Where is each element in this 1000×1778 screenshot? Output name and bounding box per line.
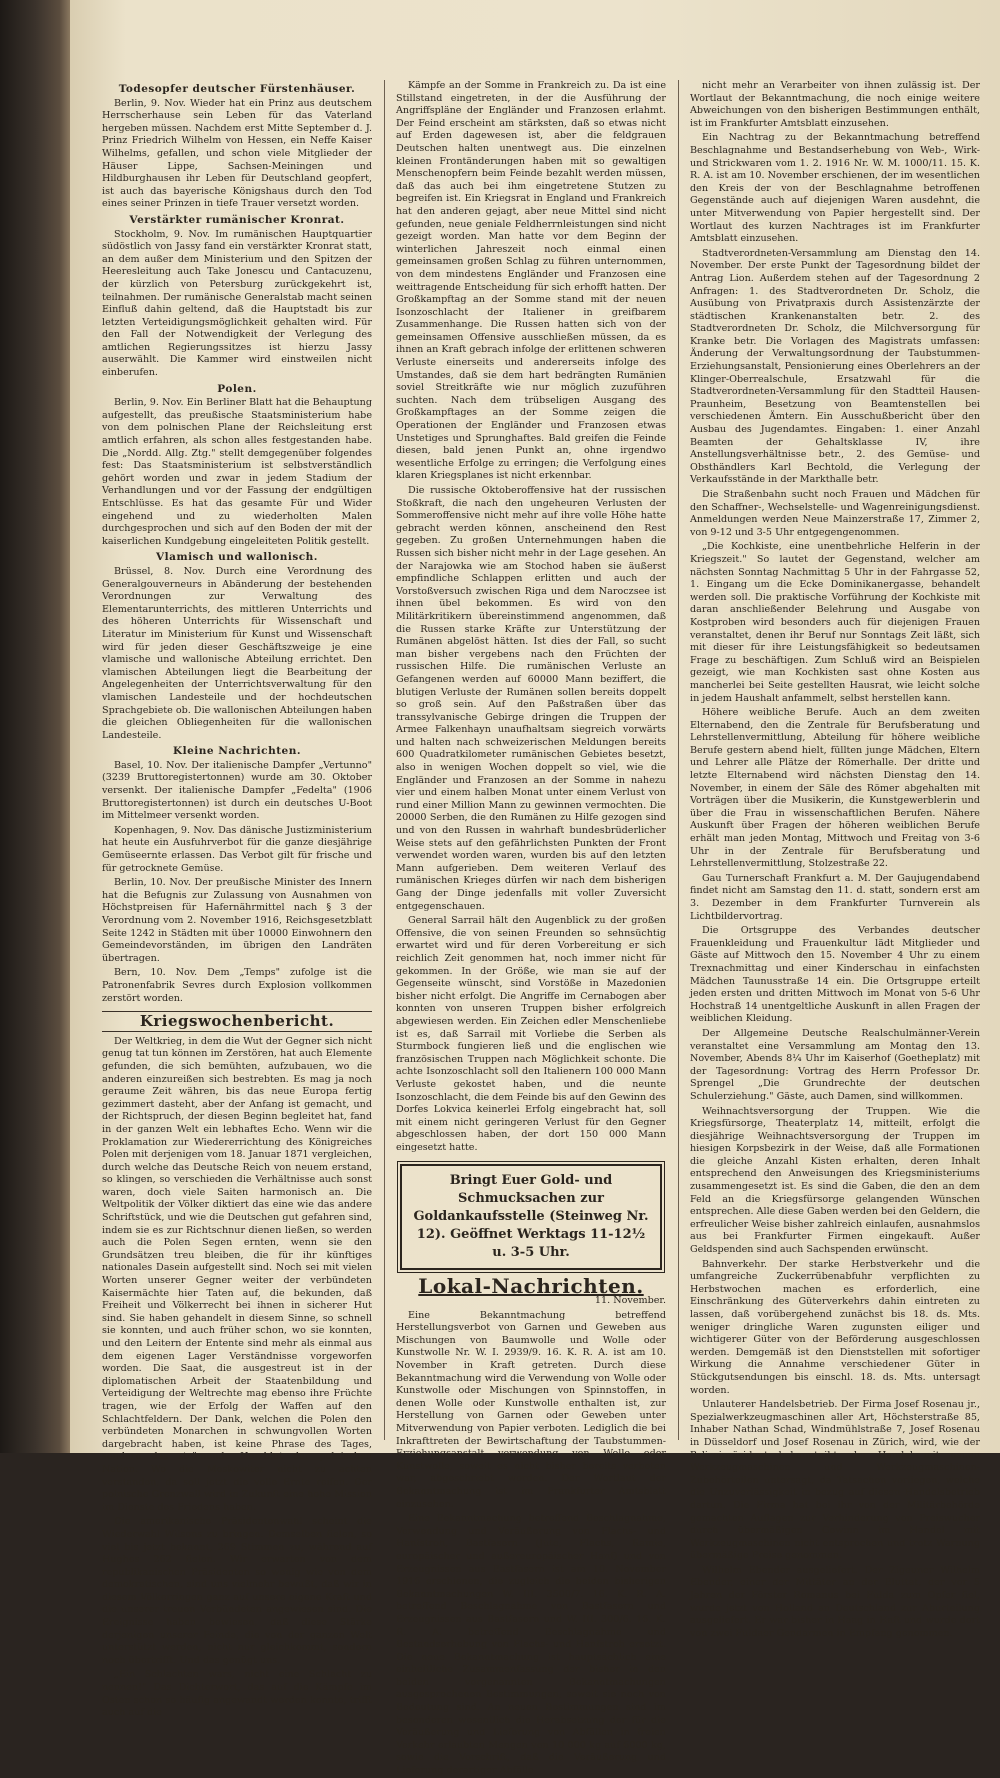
article-realschulmaenner: Der Allgemeine Deutsche Realschulmänner-Verein veranstaltet eine Versammlung am Montag den 13. November, Abends 8¼ Uhr im Kaiserhof (Goetheplatz) mit der Tagesordnung: Vortrag des Herrn Professor Dr. Sprengel „Die Grundrechte der deutschen Schulerziehung." Gäste, auch Damen, sind willkommen.	[690, 1027, 980, 1102]
article-somme: Kämpfe an der Somme in Frankreich zu. Da ist eine Stillstand eingetreten, in der die Ausführung der Angriffspläne der Engländer und Franzosen erlahmt. Der Feind erscheint am stärksten, daß so etwas nicht auf Erden dagewesen ist, aber die feldgrauen Deutschen halten unentwegt aus. Die einzelnen kleinen Frontänderungen haben mit so gewaltigen Menschenopfern beim Feinde bezahlt werden müssen, daß das auch bei ihm eingetretene Stutzen zu begreifen ist. Ein Kriegsrat in England und Frankreich hat den anderen gejagt, aber neue Mittel sind nicht gefunden, neue geniale Feldherrnleistungen sind nicht gezeigt worden. Man hatte vor dem Beginn der winterlichen Jahreszeit noch einmal einen gemeinsamen großen Schlag zu führen unternommen, von dem mindestens Engländer und Franzosen eine weittragende Entscheidung für sich erhofft hatten. Der Großkampftag an der Somme stand mit der neuen Isonzoschlacht der Italiener in greifbarem Zusammenhange. Die Russen hatten sich von der gemeinsamen Offensive ausschließen müssen, da es ihnen an Kraft gebrach infolge der erlittenen schweren Verluste einerseits und andererseits infolge des Umstandes, daß sie dem hart bedrängten Rumänien soviel Streitkräfte wie nur möglich zuzuführen suchten. Nach dem trübseligen Ausgang des Großkampftages an der Somme zeigen die Operationen der Engländer und Franzosen etwas Unstetiges und Sprunghaftes. Bald greifen die Feinde diesen, bald jenen Punkt an, ohne irgendwo wesentliche Erfolge zu erringen; die Verfolgung eines klaren Kriegsplanes ist nicht erkennbar.	[396, 80, 666, 482]
article-handelsbetrieb: Unlauterer Handelsbetrieb. Der Firma Josef Rosenau jr., Spezialwerkzeugmaschinen aller Art, Höchsterstraße 85, Inhaber Nathan Schad, Windmühlstraße 7, Josef Rosenau in Düsseldorf und Josef Rosenau in Zürich, wird, wie der Polizeipräsident bekanntgibt, der Handel mit neuen Werkzeugmaschinen und Werkzeugmaschinen-Zubehörteilen untersagt, da Tatsachen vorliegen, welche die Unzuverlässigkeit in bezug auf diesen Handelsbetrieb dartun. Die Firma hat bei ihr von der Militärbehörde gemachten Auflagen zur Verhinderung von Preiswucher durch übermäßigen Gewinn im Handel mit Werkzeugmaschinen nicht entsprochen und trotz Warnung übermäßige Preise genommen.	[690, 1399, 980, 1562]
article-weihnachtsversorgung: Weihnachtsversorgung der Truppen. Wie die Kriegsfürsorge, Theaterplatz 14, mitteilt, erfolgt die diesjährige Weihnachtsversorgung der Truppen im hiesigen Korpsbezirk in der Weise, daß alle Formationen die gleiche Anzahl Kisten erhalten, deren Inhalt entsprechend den Anweisungen des Kriegsministeriums zusammengesetzt ist. Es sind die Gaben, die den an dem Feld an die Kriegsfürsorge gelangenden Wünschen entsprechen. Alle diese Gaben werden bei den Geldern, die erfreulicher Weise bisher zahlreich einlaufen, ausnahmslos aus bei Frankfurter Firmen eingekauft. Außer Geldspenden sind auch Sachspenden erwünscht.	[690, 1105, 980, 1256]
article-kochkiste: „Die Kochkiste, eine unentbehrliche Helferin in der Kriegszeit." So lautet der Gegenstand, welcher am nächsten Sonntag Nachmittag 5 Uhr in der Fahrgasse 52, 1. Eingang um die Ecke Dominikanergasse, behandelt werden soll. Die praktische Vorführung der Kochkiste mit daran anschließender Belehrung und Ausgabe von Kostproben wird besonders auch für diejenigen Frauen veranstaltet, denen ihr Beruf nur Sonntags Zeit läßt, sich mit dieser für ihre Leistungsfähigkeit so bedeutsamen Frage zu beschäftigen. Zum Schluß wird an Beispielen gezeigt, wie man Kochkisten sast ohne Kosten aus mancherlei bei Seite gestellten Hausrat, wie leicht solche in jedem Haushalt anfammelt, selbst herstellen kann.	[690, 541, 980, 704]
article-turnerschaft: Gau Turnerschaft Frankfurt a. M. Der Gaujugendabend findet nicht am Samstag den 11. d. statt, sondern erst am 3. Dezember in dem Frankfurter Turnverein als Lichtbildervortrag.	[690, 872, 980, 922]
heading-vlamisch: Vlamisch und wallonisch.	[156, 551, 318, 564]
article-kopenhagen: Kopenhagen, 9. Nov. Das dänische Justizministerium hat heute ein Ausfuhrverbot für die ganze diesjährige Gemüseernte erlassen. Das Verbot gilt für frische und für getrocknete Gemüse.	[102, 824, 372, 874]
article-ebender: Wilhelm Ebender ausgeliefert. Der Zigeuner Wilhelm Ebender, einer der Mittäter an der Bluttat, der vor 5 Jahren der Förster Romanus bei Fulda zum Opfer fiel, wurde jetzt von Holland an Deutschland zur Aburteilung ausgeliefert. Er war bisher in Haag in Haft und wurde dort von zwei Fuldaer Gendarmen in Empfang genommen.	[690, 1564, 980, 1639]
article-stadtverordneten: Stadtverordneten-Versammlung am Dienstag den 14. November. Der erste Punkt der Tagesordnung bildet der Antrag Lion. Außerdem stehen auf der Tagesordnung 2 Anfragen: 1. des Stadtverordneten Dr. Scholz, die Ausübung von Privatpraxis durch Assistenzärzte der städtischen Krankenanstalten betr. 2. des Stadtverordneten Dr. Scholz, die Milchversorgung für Kranke betr. Die Vorlagen des Magistrats umfassen: Änderung der Verwaltungsordnung der Taubstummen-Erziehungsanstalt, Pensionierung eines Oberlehrers an der Klinger-Oberrealschule, Ersatzwahl für die Stadtverordneten-Versammlung für den Stadtteil Hausen-Praunheim, Besetzung von Beamtenstellen bei verschiedenen Ämtern. Ein Ausschußbericht über den Ausbau des Jugendamtes. Eingaben: 1. einer Anzahl Beamten der Gehaltsklasse IV, ihre Anstellungsverhältnisse betr., 2. des Gemüse- und Obsthändlers Karl Bechtold, die Verlegung der Verkaufsstände in der Markthalle betr.	[690, 247, 980, 486]
article-polen: Berlin, 9. Nov. Ein Berliner Blatt hat die Behauptung aufgestellt, das preußische Staatsministerium habe von dem polnischen Plane der Reichsleitung erst amtlich erfahren, als schon alles festgestanden habe. Die „Nordd. Allg. Ztg." stellt demgegenüber folgendes fest: Das Staatsministerium ist selbstverständlich gehört worden und zwar in jedem Stadium der Verhandlungen und vor der Fassung der endgültigen Entschlüsse. Es hat das gesamte Für und Wider eingehend und zu wiederholten Malen durchgesprochen und sich auf den Boden der mit der kaiserlichen Kundgebung eingeleiteten Politik gestellt.	[102, 397, 372, 547]
article-vlamisch: Brüssel, 8. Nov. Durch eine Verordnung des Generalgouverneurs in Abänderung der bestehenden Verordnungen zur Verwaltung des Elementarunterrichts, des mittleren Unterrichts und des höheren Unterrichts für Wissenschaft und Literatur im Ministerium für Kunst und Wissenschaft wird für jeden dieser Geschäftszweige je eine vlamische und wallonische Abteilung errichtet. Den vlamischen Abteilungen liegt die Bearbeitung der Angelegenheiten der Unterrichtsverwaltung für den vlamischen Landesteile und der hochdeutschen Sprachgebiete ob. Die wallonischen Abteilungen haben die gleichen Obliegenheiten für die wallonischen Landesteile.	[102, 565, 372, 741]
article-krieg-2: Die amerikanische Präsidentenwahl scheint die Wiederwahl Wilsons zu bringen. Demselben fielen, so viel bis jetzt bekannt, 269 Stimmen zu, während auf Hughes 262 fielen. Wir erwarten von dem republikanischen Präsidenten so wenig wie von dem demokratischen, sind uns vielmehr bewußt, daß wir in diesem Völkerringen ganz auf unsere eigene Kraft und die unserer treuen Verbündeten angewiesen sind. Die Ereignisse haben bewiesen, daß diese Stärke derjenigen unserer Feinde, die von der ganzen Welt unterstützt werden, nicht nur gleichkommt, sondern noch übertrifft. Und das genügt uns.	[102, 1516, 372, 1666]
article-krieg-3: „Ein Schlachten wars, nicht eine Schlacht zu nennen!" Das Dichterwort, das auf die Kämpfe im Osten schon so häufig angewandt werden konnte, trifft auch auf die	[102, 1669, 372, 1719]
article-bastfasern: Eine Bekanntmachung betreffend Beschlagnahme, Verwendung und Veräußerung von Flachs- und Hanfstroh, Bastfasern (Jute, Flachs, Ramie, europäischer und außereuropäischer Hanf) und von Erzeugnissen aus Bastfasern ist am 10. November 1916 erschienen, die zugleich die beiden bisherigen Bekanntmachungen W. III. 3500/7. 16. K. R. A. betreffend Beschlagnahme von Bastfasern und Erzeugnissen aus Bastfasern und W. III. 300/6. 16. K. R. A. betreffend Beschlagnahme und Bestandserhebung von Flachs- und Hanfstroh ersetzt. Die neue Bekanntmachung ist hauptsächlich eine einheitliche Zusammenfassung der bisher in den beiden vorgenannten Bekanntmachungen ausgesprochenen Bestimmungen, soweit sie noch von Bedeutung sind. An neuen Bestimmungen sind im besonderen wesentlich die Herabsetzung der für die Veräußerung und Lieferung von Abfällen in freien Verkehr erlaubten Mengen von 10 000 kg auf 6000 kg, sowie die Vorschrift, daß die Veräußerung und Lieferung derartiger Abfälle	[396, 1513, 666, 1777]
lokal-date: 11. November.	[594, 1295, 666, 1307]
heading-kriegswochenbericht: Kriegswochenbericht.	[102, 1011, 372, 1032]
column-rule	[678, 80, 679, 1440]
heading-lokal-nachrichten: Lokal-Nachrichten.	[418, 1274, 644, 1299]
book-binding	[0, 0, 70, 1453]
heading-polen: Polen.	[217, 382, 257, 395]
article-sarrail: General Sarrail hält den Augenblick zu der großen Offensive, die von seinen Freunden so sehnsüchtig erwartet wird und für deren Vorbereitung er sich reichlich Zeit genommen hat, noch immer nicht für gekommen. In der Größe, wie man sie auf der Gegenseite wünscht, sind Vorstöße in Mazedonien bisher nicht erfolgt. Die Angriffe im Cernabogen aber konnten von unseren Truppen bisher erfolgreich abgewiesen werden. Ein Zeichen edler Menschenliebe ist es, daß Sarrail mit Vorliebe die Serben als Sturmbock fungieren ließ und die englischen wie französischen Truppen nach Möglichkeit schonte. Die achte Isonzoschlacht soll den Italienern 100 000 Mann Verluste gekostet haben, und die neunte Isonzoschlacht, die dem Feinde bis auf den Gewinn des Dorfes Lokvica keinerlei Erfolg eingebracht hat, soll mit einem nicht geringeren Verlust für den Gegner abgeschlossen haben, der dort 150 000 Mann eingesetzt hatte.	[396, 915, 666, 1153]
article-herstellungsverbot: Eine Bekanntmachung betreffend Herstellungsverbot von Garnen und Geweben aus Mischungen von Baumwolle und Wolle oder Kunstwolle Nr. W. I. 2939/9. 16. K. R. A. ist am 10. November in Kraft getreten. Durch diese Bekanntmachung wird die Verwendung von Wolle oder Kunstwolle oder Mischungen von Spinnstoffen, in denen Wolle oder Kunstwolle enthalten ist, zur Herstellung von Garnen oder Geweben unter Mitverwendung von Papier verboten. Lediglich die bei Inkrafttreten der Bewirtschaftung der Taubstummen-Erziehungsanstalt verwendung von Wolle oder Kunstwolle, soweit es nicht bisher bereits verboten war, abgeschriebt worden. Der Wortlaut der Bekanntmachung ist im Frankfurter Amtsblatt einzusehen.	[396, 1309, 666, 1510]
gold-advertisement: Bringt Euer Gold- und Schmucksachen zur Goldankaufsstelle (Steinweg Nr. 12). Geöffnet Werktags 11-12½ u. 3-5 Uhr.	[400, 1164, 662, 1270]
column-rule	[384, 80, 385, 1440]
heading-kleine-nachrichten: Kleine Nachrichten.	[172, 745, 302, 758]
article-bahnverkehr: Bahnverkehr. Der starke Herbstverkehr und die umfangreiche Zuckerrübenabfuhr verpflichten zu Herbstwochen machen es erforderlich, eine Einschränkung des Güterverkehrs dahin eintreten zu lassen, daß vorübergehend zunächst bis 18. ds. Mts. weniger dringliche Waren zugunsten eiliger und wichtigerer Güter von der Beförderung ausgeschlossen werden. Demgemäß ist den Dienststellen mit sofortiger Wirkung die Annahme verschiedener Güter in Stückgutsendungen bis einschl. 18. ds. Mts. untersagt worden.	[690, 1258, 980, 1396]
article-russen: Die russische Oktoberoffensive hat der russischen Stoßkraft, die nach den ungeheuren Verlusten der Sommeroffensive nicht mehr auf ihre volle Höhe hatte gebracht werden können, anscheinend den Rest gegeben. Zu großen Unternehmungen haben die Russen sich bisher nicht mehr in der Lage gesehen. An der Narajowka wie am Stochod haben sie äußerst empfindliche Schlappen erlitten und auch der Vorstoßversuch zwischen Riga und dem Naroczsee ist ihnen übel bekommen. Es wird von den Militärkritikern übereinstimmend angenommen, daß die Russen starke Kräfte zur Unterstützung der Rumänen abgelöst hätten. Ist dies der Fall, so sucht man bisher vergebens nach den Früchten der russischen Hilfe. Die rumänischen Verluste an Gefangenen werden auf 60000 Mann beziffert, die blutigen Verluste der Rumänen sollen bereits doppelt so groß sein. Auf den Paßstraßen über das transsylvanische Gebirge dringen die Truppen der Armee Falkenhayn unaufhaltsam siegreich vorwärts und halten nach schweizerischen Meldungen bereits 600 Quadratkilometer rumänischen Gebietes besetzt, also in wenigen Wochen doppelt so viel, wie die Engländer und Franzosen an der Somme in nahezu vier und einem halben Monat unter einem Verlust von rund einer Million Mann zu gewinnen vermochten. Die 20000 Serben, die den Rumänen zu Hilfe gezogen sind und von den Russen in wahrhaft bundesbrüderlicher Weise stets auf den gefährlichsten Punkten der Front verwendet worden waren, wurden bis auf den letzten Mann aufgerieben. Dem weiteren Verlauf des rumänischen Krieges dürfen wir nach dem bisherigen Gang der Dinge jedenfalls mit voller Zuversicht entgegenschauen.	[396, 485, 666, 912]
article-nachtrag: Ein Nachtrag zu der Bekanntmachung betreffend Beschlagnahme und Bestandserhebung von Web-, Wirk- und Strickwaren vom 1. 2. 1916 Nr. W. M. 1000/11. 15. K. R. A. ist am 10. November erschienen, der im wesentlichen den Kreis der von der Beschlagnahme betroffenen Gegenstände auch auf diejenigen Waren ausdehnt, die unter Mitverwendung von Papier hergestellt sind. Der Wortlaut des kurzen Nachtrages ist im Frankfurter Amtsblatt einzusehen.	[690, 132, 980, 245]
article-bern: Bern, 10. Nov. Dem „Temps" zufolge ist die Patronenfabrik Sevres durch Explosion vollkommen zerstört worden.	[102, 967, 372, 1004]
article-weibliche-berufe: Höhere weibliche Berufe. Auch an dem zweiten Elternabend, den die Zentrale für Berufsberatung und Lehrstellenvermittlung, Abteilung für höhere weibliche Berufe gestern abend hielt, füllten junge Mädchen, Eltern und Lehrer alle Plätze der Römerhalle. Der dritte und letzte Elternabend wird nächsten Dienstag den 14. November, in einem der Säle des Römer abgehalten mit Vorträgen über die Musikerin, die Kunstgewerblerin und über die Frau in wissenschaftlichen Berufen. Nähere Auskunft über Fragen der höheren weiblichen Berufe erhält man jeden Montag, Mittwoch und Freitag von 3-6 Uhr in der Zentrale für Berufsberatung und Lehrstellenvermittlung, Stolzestraße 22.	[690, 707, 980, 870]
column-3	[690, 80, 980, 1639]
heading-todesopfer: Todesopfer deutscher Fürstenhäuser.	[118, 83, 356, 95]
newspaper-page	[70, 0, 1000, 1777]
column-2	[396, 80, 666, 1777]
article-todesopfer: Berlin, 9. Nov. Wieder hat ein Prinz aus deutschem Herrscherhause sein Leben für das Vaterland hergeben müssen. Nachdem erst Mitte September d. J. Prinz Friedrich Wilhelm von Hessen, ein Neffe Kaiser Wilhelms, gefallen, und schon viele Mitglieder der Häuser Lippe, Sachsen-Meiningen und Hildburghausen ihr Leben für Deutschland geopfert, ist auch das bayerische Königshaus durch den Tod eines seiner Prinzen in tiefe Trauer versetzt worden.	[102, 97, 372, 210]
article-kronrat: Stockholm, 9. Nov. Im rumänischen Hauptquartier südöstlich von Jassy fand ein verstärkter Kronrat statt, an dem außer dem Ministerium und den Spitzen der Heeresleitung auch Take Jonescu und Cantacuzenu, der kürzlich von Petersburg zurückgekehrt ist, teilnahmen. Der rumänische Generalstab macht seinen Einfluß dahin geltend, daß die Hauptstadt bis zur letzten Verteidigungsmöglichkeit gehalten wird. Für den Fall der Notwendigkeit der Verlegung des amtlichen Regierungssitzes ist hierzu Jassy auserwählt. Die Kammer wird einstweilen nicht einberufen.	[102, 228, 372, 379]
heading-kronrat: Verstärkter rumänischer Kronrat.	[129, 213, 345, 226]
article-frauenkleidung: Die Ortsgruppe des Verbandes deutscher Frauenkleidung und Frauenkultur lädt Mitglieder und Gäste auf Mittwoch den 15. November 4 Uhr zu einem Trexnachmittag und einer Kinderschau in einfachsten Mädchen Taunusstraße 14 ein. Die Ortsgruppe erteilt jeden ersten und dritten Mittwoch im Monat von 5-6 Uhr Hochstraß 14 unentgeltliche Auskunft in allen Fragen der weiblichen Kleidung.	[690, 925, 980, 1025]
article-berlin-minister: Berlin, 10. Nov. Der preußische Minister des Innern hat die Befugnis zur Zulassung von Ausnahmen von Höchstpreisen für Hafernährmittel nach § 3 der Verordnung vom 2. November 1916, Reichsgesetzblatt Seite 1242 in Städten mit über 10000 Einwohnern den Gemeindevorständen, im übrigen den Landräten übertragen.	[102, 877, 372, 964]
column-1	[102, 80, 372, 1719]
article-krieg-1: Der Weltkrieg, in dem die Wut der Gegner sich nicht genug tat tun können im Zerstören, hat auch Elemente gefunden, die sich bemühten, aufzubauen, wo die anderen einzureißen sich bestrebten. Es mag ja noch geraume Zeit währen, bis das neue Europa fertig gezimmert dasteht, aber der Anfang ist gemacht, und der Richtspruch, der diesen Beginn begleitet hat, fand in der ganzen Welt ein lebhaftes Echo. Wenn wir die Proklamation zur Wiedererrichtung des Königreiches Polen mit derjenigen vom 18. Januar 1871 vergleichen, durch welche das Deutsche Reich von neuem erstand, so klingen, so verschieden die Verhältnisse auch sonst waren, doch viele Saiten harmonisch an. Die Weltpolitik der Völker diktiert das eine wie das andere Schriftstück, und wie die Deutschen gut gefahren sind, indem sie es zur Richtschnur dienen ließen, so werden auch die Polen Segen ernten, wenn sie den Grundsätzen treu bleiben, die für ihr künftiges nationales Dasein aufgestellt sind. Noch sei mit vielen Worten unserer Gegner weiter der verbündeten Kaisermächte hier Taten auf, die bekunden, daß Freiheit und Völkerrecht bei ihnen in sicherer Hut sind. Sie haben gehandelt in diesem Sinne, so schnell sie konnten, und auch früher schon, wo sie konnten, und den Leitern der Entente sind mehr als einmal aus dem eigenen Lager Verständnisse vorgeworfen worden. Die Saat, die ausgestreut ist in der diplomatischen Arbeit der Staatenbildung und Verteidigung der Weltrechte mag ebenso ihre Früchte tragen, wie der Erfolg der Waffen auf den Schlachtfeldern. Der Dank, welchen die Polen den verbündeten Monarchen in schwungvollen Worten dargebracht haben, ist keine Phrase des Tages, sondern das strömende Herzblut der polnischen Nation. Wo die Moskowiter nicht zu achten verstanden, da soll jetzt die volle Ernte reifen. Der polnische Grenzwall wird in Zukunft eine hohe Mission im Dienste des Friedens haben.	[102, 1035, 372, 1513]
article-basel: Basel, 10. Nov. Der italienische Dampfer „Vertunno" (3239 Bruttoregistertonnen) wurde am 30. Oktober versenkt. Der italienische Dampfer „Fedelta" (1906 Bruttoregistertonnen) ist durch ein deutsches U-Boot im Mittelmeer versenkt worden.	[102, 759, 372, 822]
article-strassenbahn: Die Straßenbahn sucht noch Frauen und Mädchen für den Schaffner-, Wechselstelle- und Wagenreinigungsdienst. Anmeldungen werden Neue Mainzerstraße 17, Zimmer 2, von 9-12 und 3-5 Uhr entgegengenommen.	[690, 489, 980, 538]
article-bastfasern-cont: nicht mehr an Verarbeiter von ihnen zulässig ist. Der Wortlaut der Bekanntmachung, die noch einige weitere Abweichungen von den bisherigen Bestimmungen enthält, ist im Frankfurter Amtsblatt einzusehen.	[690, 80, 980, 129]
